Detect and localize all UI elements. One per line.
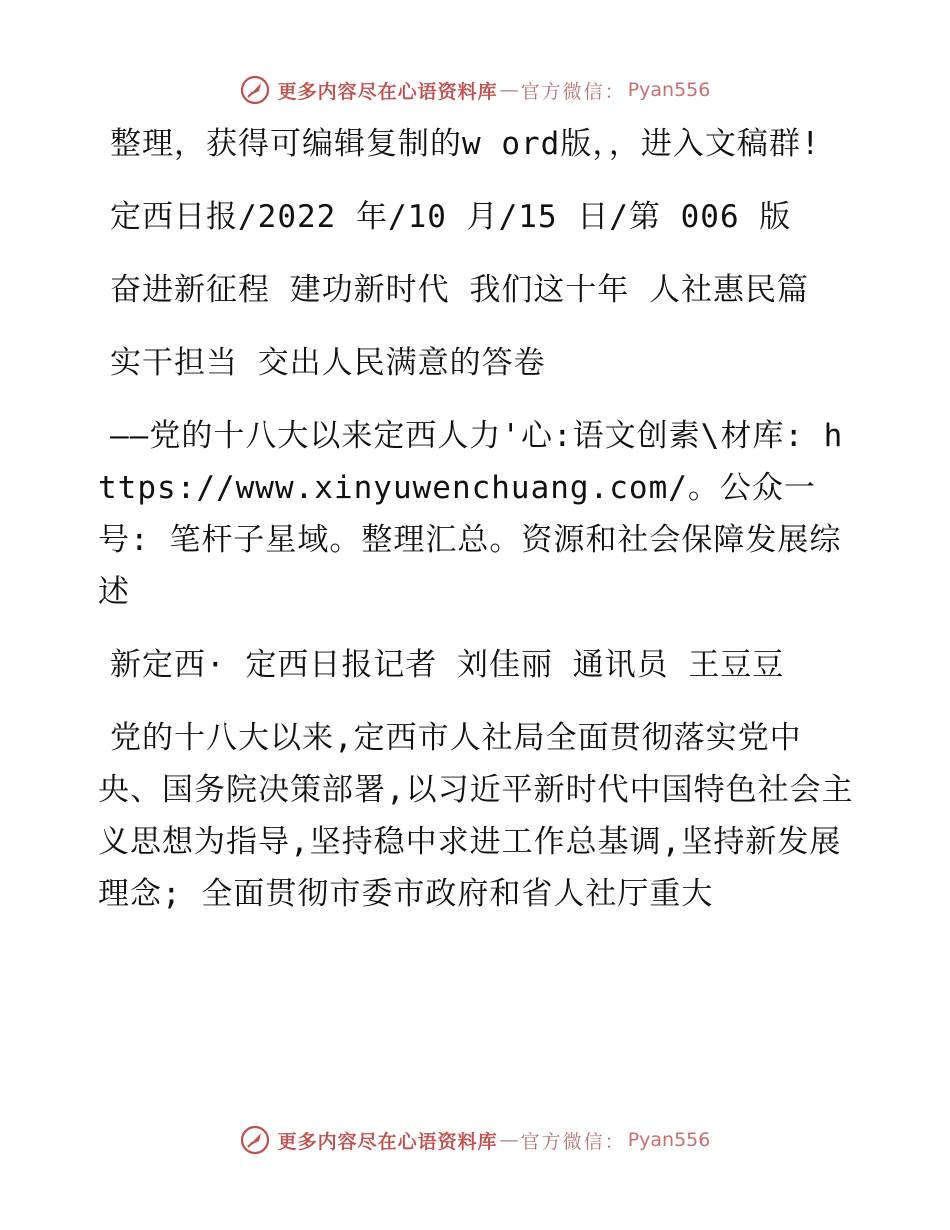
header-watermark [0, 70, 950, 110]
paragraph-intro: 整理，获得可编辑复制的w ord版，，进入文稿群! [110, 126, 821, 162]
watermark-wechat-id: Pyan556 [627, 79, 711, 101]
watermark-separator: — [499, 79, 519, 101]
paragraph-column-title: 奋进新征程 建功新时代 我们这十年 人社惠民篇 [110, 272, 809, 308]
watermark-separator: — [499, 1129, 519, 1151]
paragraph-headline: 实干担当 交出人民满意的答卷 [110, 345, 546, 381]
document-body [98, 118, 858, 920]
watermark-wechat-label: 官方微信： [520, 1130, 626, 1153]
watermark-main-text: 更多内容尽在心语资料库 [277, 80, 498, 103]
watermark-wechat-id: Pyan556 [627, 1129, 711, 1151]
paragraph-body: 党的十八大以来,定西市人社局全面贯彻落实党中央、国务院决策部署,以习近平新时代中国特色社会主义思想为指导,坚持稳中求进工作总基调,坚持新发展理念; 全面贯彻市委市政府和省人社厅重大 [98, 720, 854, 912]
quill-logo-icon [240, 75, 270, 105]
watermark-wechat-label: 官方微信： [520, 80, 626, 103]
paragraph-source: 定西日报/2022 年/10 月/15 日/第 006 版 [110, 199, 792, 235]
quill-logo-icon [240, 1125, 270, 1155]
paragraph-byline: 新定西· 定西日报记者 刘佳丽 通讯员 王豆豆 [110, 647, 785, 683]
paragraph-subheadline: ——党的十八大以来定西人力'心:语文创素\材库: https://www.xinyuwenchuang.com/。公众一号: 笔杆子星域。整理汇总。资源和社会保障发展综述 [98, 418, 844, 610]
watermark-main-text: 更多内容尽在心语资料库 [277, 1130, 498, 1153]
footer-watermark [0, 1120, 950, 1160]
